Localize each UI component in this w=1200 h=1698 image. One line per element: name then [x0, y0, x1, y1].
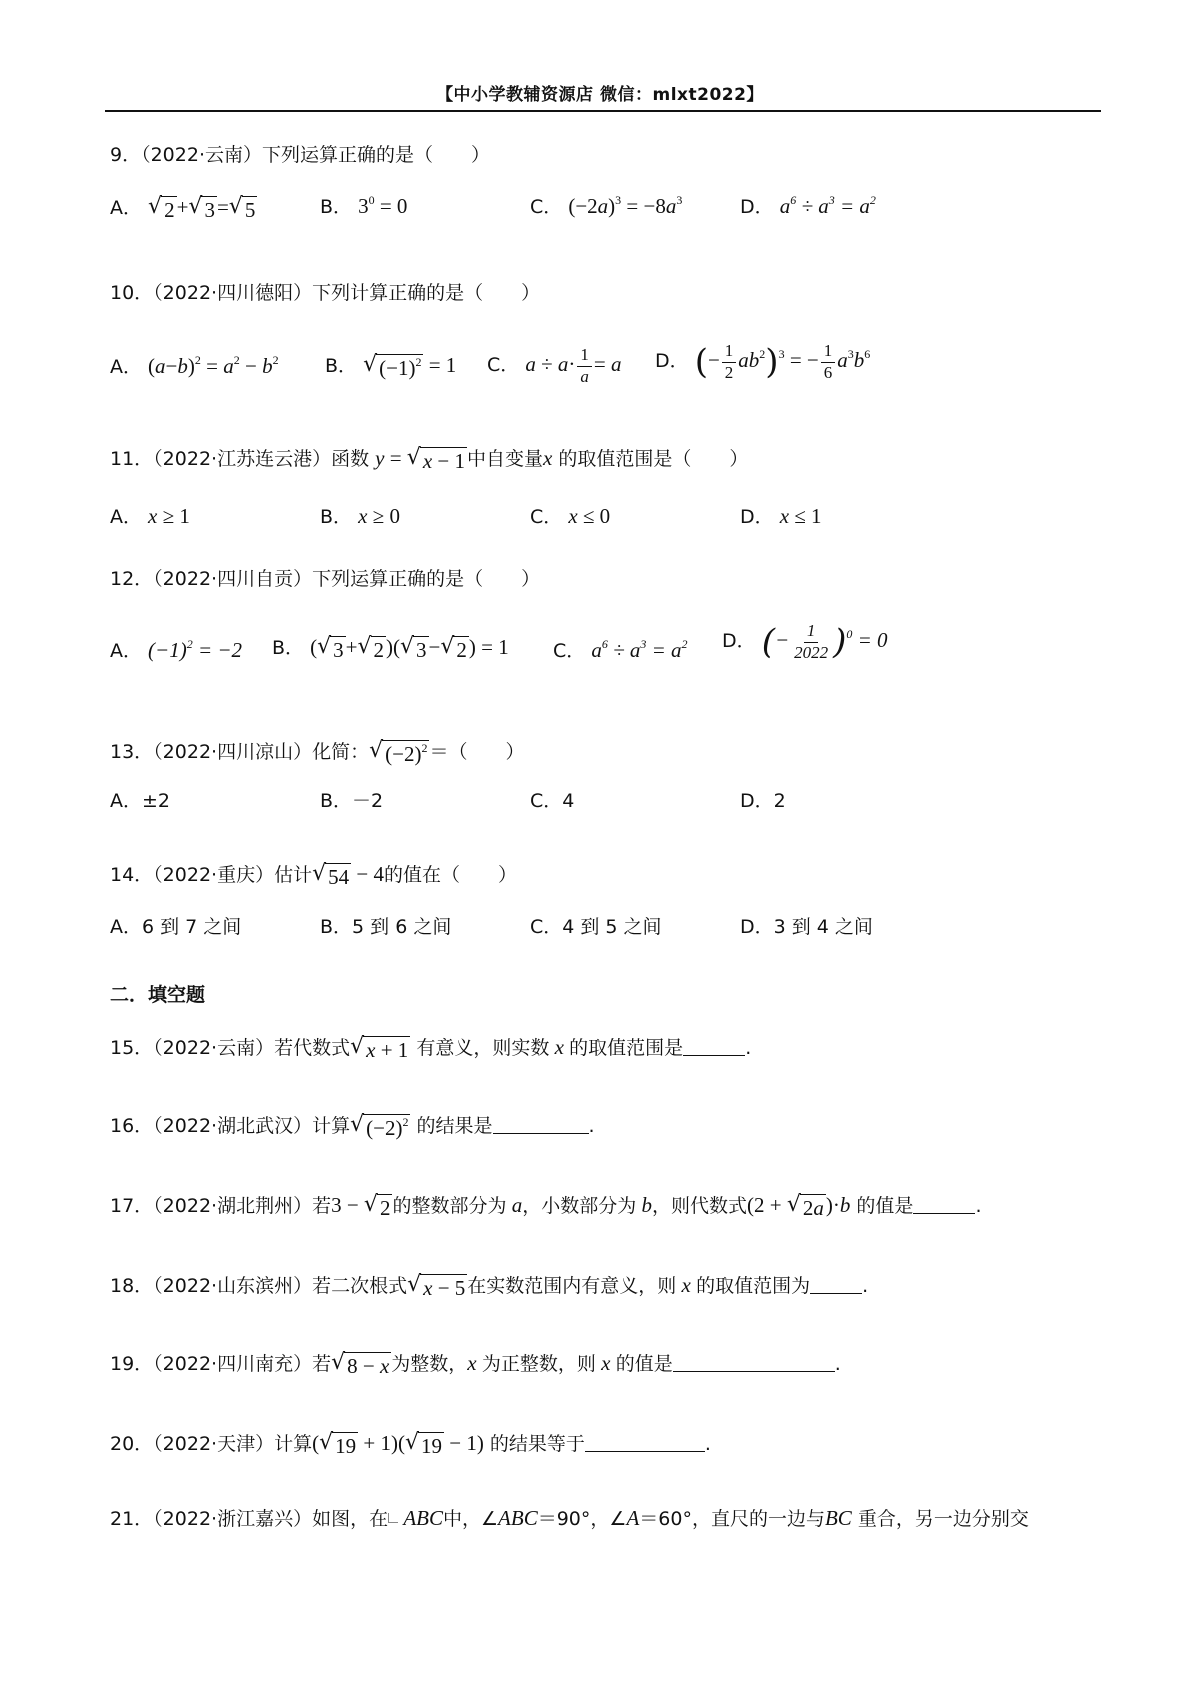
question-9-option-b: B． $3^0 = 0$	[320, 193, 408, 218]
question-20: 20．（2022·天津）计算( √ 19 + 1)( √ 19 − 1) 的结果等于 .	[110, 1430, 711, 1458]
question-13-option-d: D．2	[740, 790, 786, 812]
question-10-option-b: B． √ $(-1)^2$ = 1	[325, 352, 457, 380]
question-16: 16．（2022·湖北武汉）计算 √ $(-2)^2$ 的结果是 .	[110, 1112, 595, 1140]
answer-blank[interactable]	[493, 1117, 589, 1134]
question-13-option-c: C．4	[530, 790, 575, 812]
question-10-option-d: D． (− $\frac{1}{2}$ $ab^2)^3$ = − $\frac{1}{6}$ $a^3b^6$	[655, 341, 871, 383]
answer-blank[interactable]	[810, 1277, 862, 1294]
question-9-option-a: A． √ 2 + √ 3 = √ 5	[110, 194, 256, 222]
question-17: 17．（2022·湖北荆州）若3 − √ 2 的整数部分为 a，小数部分为 b，则代数式(2 + √ 2a )·b 的值是 .	[110, 1192, 982, 1220]
question-11-option-b: B． x ≥ 0	[320, 504, 400, 528]
page-header: 【中小学教辅资源店 微信：mlxt2022】	[436, 85, 764, 105]
question-13-stem: 13．（2022·四川凉山）化简： √ $(-2)^2$ ＝（ ）	[110, 738, 525, 766]
question-12-option-a: A． $(-1)^2 = -2$	[110, 637, 243, 662]
question-12-option-d: D． (− $\frac{1}{2022}$ )$^0$ = 0	[722, 621, 888, 663]
question-11-stem: 11．（2022·江苏连云港）函数 y = √ x − 1 中自变量x 的取值范围是（ ）	[110, 445, 749, 473]
question-14-option-a: A．6 到 7 之间	[110, 916, 242, 938]
answer-blank[interactable]	[585, 1435, 705, 1452]
question-10-option-a: A． $(a-b)^2 = a^2 - b^2$	[110, 353, 279, 378]
question-12-option-b: B． ( √ 3 + √ 2 )( √ 3 − √ 2 ) = 1	[272, 634, 509, 662]
question-18: 18．（2022·山东滨州）若二次根式 √ x − 5 在实数范围内有意义，则 x 的取值范围为 .	[110, 1272, 869, 1300]
answer-blank[interactable]	[913, 1197, 975, 1214]
question-15: 15．（2022·云南）若代数式 √ x + 1 有意义，则实数 x 的取值范围是 .	[110, 1034, 752, 1062]
question-21: 21．（2022·浙江嘉兴）如图，在 ABC中，∠ABC＝90°，∠A＝60°，直尺的一边与BC 重合，另一边分别交	[110, 1506, 1029, 1530]
question-10-stem: 10．（2022·四川德阳）下列计算正确的是（ ）	[110, 282, 541, 304]
question-14-stem: 14．（2022·重庆）估计 √ 54 − 4的值在（ ）	[110, 861, 517, 889]
answer-blank[interactable]	[683, 1039, 745, 1056]
question-12-stem: 12．（2022·四川自贡）下列运算正确的是（ ）	[110, 568, 541, 590]
question-11-option-c: C． x ≤ 0	[530, 504, 611, 528]
section-title: 二．填空题	[110, 984, 206, 1006]
question-13-option-b: B．－2	[320, 790, 384, 812]
question-9-option-c: C． $(-2a)^3 = -8a^3$	[530, 193, 683, 218]
question-11-option-a: A． x ≥ 1	[110, 504, 190, 528]
question-14-option-b: B．5 到 6 之间	[320, 916, 452, 938]
header-divider	[105, 110, 1101, 112]
answer-blank[interactable]	[673, 1355, 835, 1372]
question-19: 19．（2022·四川南充）若 √ 8 − x 为整数，x 为正整数，则 x 的值是 .	[110, 1350, 841, 1378]
question-12-option-c: C． $a^6 \div a^3 = a^2$	[553, 637, 688, 662]
question-14-option-d: D．3 到 4 之间	[740, 916, 873, 938]
question-11-option-d: D． x ≤ 1	[740, 504, 822, 528]
question-14-option-c: C．4 到 5 之间	[530, 916, 662, 938]
triangle-symbol-icon	[388, 1513, 398, 1523]
question-9-option-d: D． $a^6 \div a^3 = a^2$	[740, 193, 876, 218]
question-13-option-a: A．±2	[110, 790, 171, 812]
question-9-stem: 9．（2022·云南）下列运算正确的是（ ）	[110, 144, 490, 166]
question-10-option-c: C． a ÷ a· $\frac{1}{a}$ = a	[487, 345, 622, 386]
